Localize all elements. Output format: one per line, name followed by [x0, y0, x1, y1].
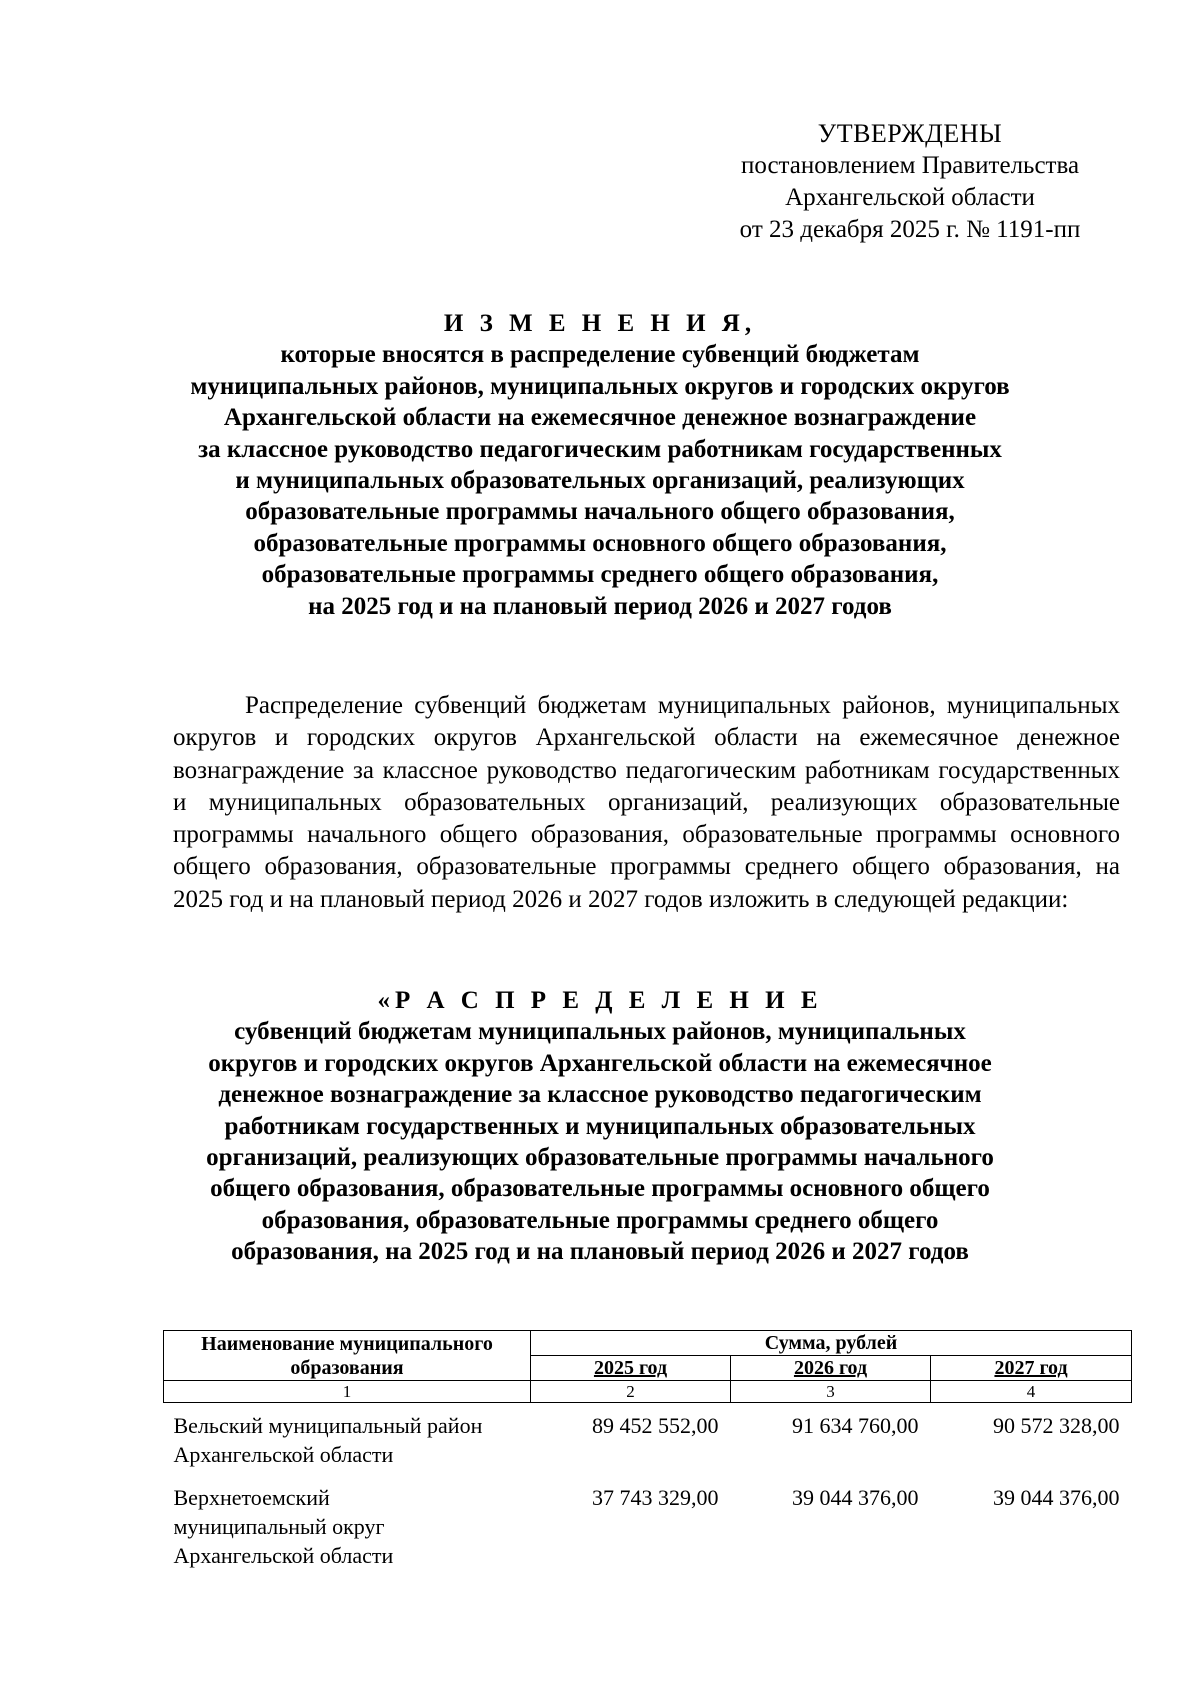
- header-municipality-line: образования: [290, 1356, 404, 1379]
- approval-stamp: [700, 118, 1120, 246]
- municipality-name-line: Верхнетоемский: [173, 1485, 330, 1510]
- amount-2025: 37 743 329,00: [592, 1485, 719, 1510]
- table-row: [164, 1403, 1132, 1476]
- header-year-label: 2026 год: [793, 1357, 868, 1379]
- amount-2025: 89 452 552,00: [592, 1413, 719, 1438]
- distribution-title-block: [150, 985, 1050, 1268]
- distribution-title-line: общего образования, образовательные программы основного общего: [210, 1175, 990, 1203]
- column-number: 1: [164, 1381, 531, 1403]
- municipality-name-line: Архангельской области: [173, 1442, 394, 1467]
- column-number: 3: [731, 1381, 931, 1403]
- municipality-name-line: муниципальный округ: [173, 1514, 385, 1539]
- table-row: [164, 1475, 1132, 1576]
- changes-title-line: образовательные программы основного общего образования,: [253, 529, 947, 557]
- column-number: 2: [531, 1381, 731, 1403]
- distribution-title-line: образования, образовательные программы среднего общего: [261, 1206, 939, 1234]
- municipality-name: [164, 1403, 531, 1476]
- header-year-2026: [731, 1356, 931, 1381]
- approval-line: постановлением Правительства: [740, 152, 1080, 179]
- header-sum: Сумма, рублей: [531, 1331, 1132, 1356]
- amount-2027: 90 572 328,00: [993, 1413, 1120, 1438]
- changes-title-line: на 2025 год и на плановый период 2026 и 2027 годов: [308, 592, 892, 620]
- header-year-label: 2025 год: [593, 1357, 668, 1379]
- approval-title: УТВЕРЖДЕНЫ: [817, 119, 1003, 148]
- changes-title-line: за классное руководство педагогическим работникам государственных: [198, 435, 1002, 463]
- approval-line: Архангельской области: [785, 184, 1035, 211]
- body-paragraph: Распределение субвенций бюджетам муниципальных районов, муниципальных округов и городских округов Архангельской области на ежемесячное денежное вознаграждение за классное руководство педагогическим работникам государственных и муниципальных образовательных организаций, реализующих образовательные программы начального общего образования, образовательные программы основного общего образования, образовательные программы среднего общего образования, на 2025 год и на плановый период 2026 и 2027 годов изложить в следующей редакции:: [173, 692, 1120, 913]
- distribution-title-line: субвенций бюджетам муниципальных районов, муниципальных: [234, 1018, 966, 1046]
- column-number: 4: [931, 1381, 1132, 1403]
- amount-2026: 39 044 376,00: [792, 1485, 919, 1510]
- amount-2027: 39 044 376,00: [993, 1485, 1120, 1510]
- changes-title-line: и муниципальных образовательных организаций, реализующих: [235, 467, 965, 495]
- distribution-title-line: организаций, реализующих образовательные программы начального: [206, 1144, 994, 1172]
- distribution-table: [163, 1330, 1132, 1576]
- header-year-2025: [531, 1356, 731, 1381]
- header-municipality-line: Наименование муниципального: [201, 1332, 493, 1355]
- distribution-heading: «Р А С П Р Е Д Е Л Е Н И Е: [377, 987, 823, 1014]
- approval-line: от 23 декабря 2025 г. № 1191-пп: [739, 216, 1081, 243]
- municipality-name-line: Вельский муниципальный район: [173, 1413, 483, 1438]
- header-year-label: 2027 год: [994, 1357, 1068, 1379]
- changes-title-line: Архангельской области на ежемесячное денежное вознаграждение: [223, 404, 977, 432]
- changes-title-line: муниципальных районов, муниципальных округов и городских округов: [190, 372, 1010, 400]
- distribution-title-line: образования, на 2025 год и на плановый период 2026 и 2027 годов: [231, 1238, 969, 1266]
- municipality-name: [164, 1475, 531, 1576]
- changes-title-line: которые вносятся в распределение субвенций бюджетам: [280, 341, 920, 369]
- distribution-title-line: округов и городских округов Архангельской области на ежемесячное: [208, 1049, 992, 1077]
- municipality-name-line: Архангельской области: [173, 1543, 394, 1568]
- amount-2026: 91 634 760,00: [792, 1413, 919, 1438]
- changes-heading: И З М Е Н Е Н И Я,: [443, 310, 757, 337]
- distribution-title-line: денежное вознаграждение за классное руководство педагогическим: [218, 1081, 982, 1109]
- header-municipality: [164, 1331, 531, 1381]
- changes-title-block: [150, 308, 1050, 622]
- header-year-2027: [931, 1356, 1132, 1381]
- changes-title-line: образовательные программы среднего общего образования,: [261, 561, 939, 589]
- distribution-title-line: работникам государственных и муниципальных образовательных: [224, 1112, 976, 1140]
- changes-title-line: образовательные программы начального общего образования,: [245, 498, 955, 526]
